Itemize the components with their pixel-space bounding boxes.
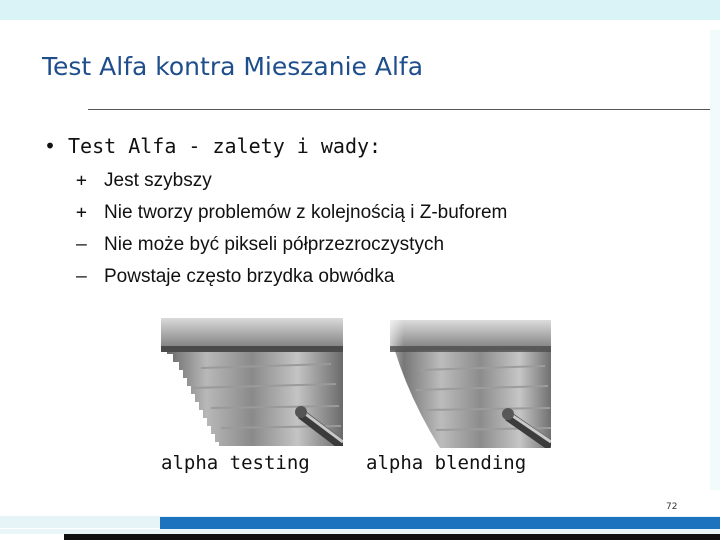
sub-bullet-item bbox=[76, 167, 507, 199]
right-edge-decoration bbox=[710, 30, 720, 490]
bucket-alpha-blending-illustration bbox=[380, 320, 551, 448]
sub-bullet-text: Nie może być pikseli półprzezroczystych bbox=[104, 234, 445, 255]
slide-title: Test Alfa kontra Mieszanie Alfa bbox=[42, 52, 424, 81]
sub-bullet-marker: + bbox=[76, 202, 87, 223]
sub-bullet-marker: + bbox=[76, 170, 87, 191]
footer-dark-line bbox=[64, 534, 720, 540]
sub-bullet-marker: – bbox=[76, 266, 87, 287]
main-bullet-text: Test Alfa - zalety i wady: bbox=[68, 134, 382, 158]
caption-alpha-testing: alpha testing bbox=[161, 452, 310, 474]
title-divider bbox=[88, 109, 720, 110]
sub-bullet-item bbox=[76, 263, 507, 295]
caption-alpha-blending: alpha blending bbox=[366, 452, 527, 474]
sub-bullet-marker: – bbox=[76, 234, 87, 255]
sub-bullet-text: Nie tworzy problemów z kolejnością i Z-buforem bbox=[104, 202, 508, 223]
alpha-testing-image bbox=[161, 318, 343, 446]
footer-blue-bar bbox=[160, 517, 720, 529]
main-bullet bbox=[44, 134, 381, 158]
page-number: 72 bbox=[666, 502, 678, 512]
bucket-alpha-testing-illustration bbox=[161, 318, 343, 446]
sub-bullet-list bbox=[76, 167, 507, 295]
bullet-marker: • bbox=[44, 134, 57, 158]
top-band bbox=[0, 0, 720, 20]
alpha-blending-image bbox=[380, 320, 551, 448]
sub-bullet-item bbox=[76, 231, 507, 263]
sub-bullet-item bbox=[76, 199, 507, 231]
sub-bullet-text: Powstaje często brzydka obwódka bbox=[104, 266, 395, 287]
sub-bullet-text: Jest szybszy bbox=[104, 170, 212, 191]
